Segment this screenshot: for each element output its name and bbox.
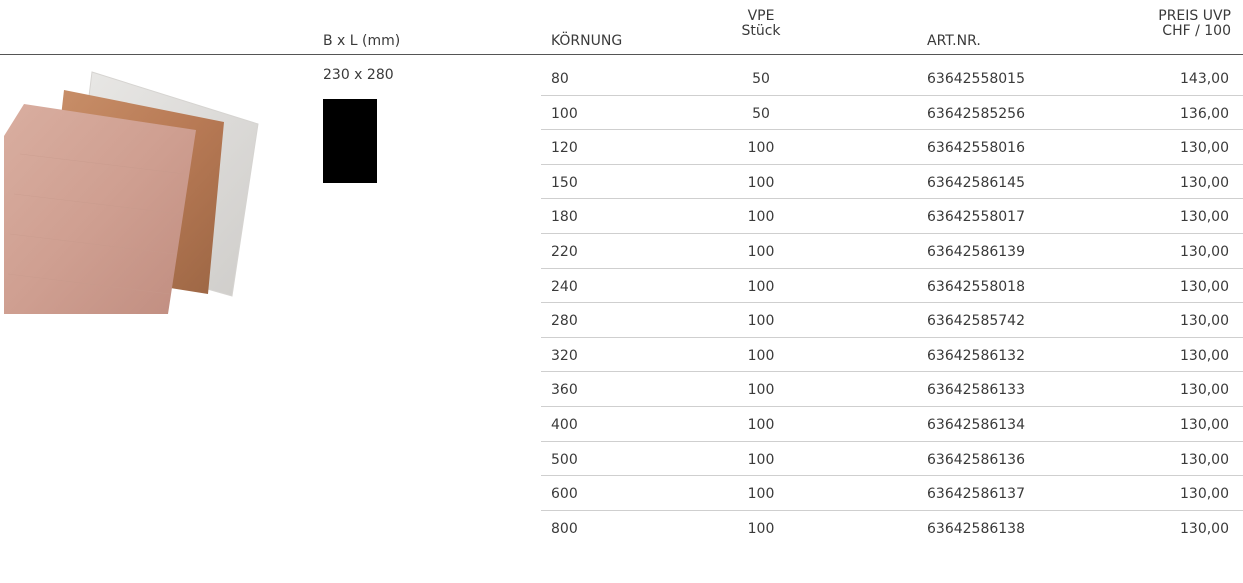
vpe-cell: 100 (747, 140, 775, 157)
price-cell: 130,00 (1180, 382, 1229, 399)
article-number-cell: 63642586145 (927, 174, 1025, 191)
vpe-cell: 50 (752, 71, 770, 87)
article-number-cell: 63642558015 (927, 71, 1025, 87)
header-divider (0, 54, 1243, 55)
vpe-cell: 100 (747, 209, 775, 226)
table-row (541, 61, 1243, 96)
article-number-cell: 63642586134 (927, 416, 1025, 433)
vpe-cell: 100 (747, 347, 775, 364)
article-number-cell: 63642586138 (927, 520, 1025, 537)
header-grit: KÖRNUNG (551, 33, 623, 49)
table-row (541, 338, 1243, 373)
vpe-cell: 100 (747, 416, 775, 433)
table-row (541, 234, 1243, 269)
price-cell: 130,00 (1180, 416, 1229, 433)
article-number-cell: 63642585742 (927, 313, 1025, 330)
grit-cell: 100 (551, 105, 578, 122)
price-cell: 130,00 (1180, 347, 1229, 364)
sanding-paper-image (0, 64, 260, 316)
article-number-cell: 63642586132 (927, 347, 1025, 364)
product-rows (541, 61, 1243, 545)
price-cell: 130,00 (1180, 313, 1229, 330)
header-vpe-line1: VPE (747, 8, 775, 24)
price-cell: 143,00 (1180, 71, 1229, 87)
vpe-cell: 100 (747, 451, 775, 468)
price-cell: 130,00 (1180, 243, 1229, 260)
header-price-line1: PREIS UVP (1158, 8, 1231, 24)
grit-cell: 150 (551, 174, 578, 191)
header-size: B x L (mm) (323, 33, 401, 49)
price-cell: 130,00 (1180, 174, 1229, 191)
table-row (541, 303, 1243, 338)
grit-cell: 280 (551, 313, 578, 330)
header-vpe (712, 9, 810, 39)
price-cell: 136,00 (1180, 105, 1229, 122)
article-number-cell: 63642586136 (927, 451, 1025, 468)
grit-cell: 320 (551, 347, 578, 364)
price-cell: 130,00 (1180, 209, 1229, 226)
table-row (541, 442, 1243, 477)
article-number-cell: 63642586133 (927, 382, 1025, 399)
table-row (541, 407, 1243, 442)
price-cell: 130,00 (1180, 520, 1229, 537)
article-number-cell: 63642558016 (927, 140, 1025, 157)
price-cell: 130,00 (1180, 278, 1229, 295)
vpe-cell: 50 (752, 105, 770, 122)
article-number-cell: 63642586137 (927, 486, 1025, 503)
vpe-cell: 100 (747, 382, 775, 399)
size-value: 230 x 280 (323, 67, 394, 83)
article-number-cell: 63642586139 (927, 243, 1025, 260)
grit-cell: 500 (551, 451, 578, 468)
header-article-number: ART.NR. (927, 33, 981, 49)
table-row (541, 269, 1243, 304)
article-number-cell: 63642558018 (927, 278, 1025, 295)
price-cell: 130,00 (1180, 486, 1229, 503)
header-price (1158, 9, 1231, 39)
grit-cell: 360 (551, 382, 578, 399)
vpe-cell: 100 (747, 313, 775, 330)
table-row (541, 165, 1243, 200)
vpe-cell: 100 (747, 174, 775, 191)
grit-cell: 120 (551, 140, 578, 157)
table-row (541, 199, 1243, 234)
vpe-cell: 100 (747, 243, 775, 260)
vpe-cell: 100 (747, 486, 775, 503)
grit-cell: 600 (551, 486, 578, 503)
table-row (541, 476, 1243, 511)
article-number-cell: 63642558017 (927, 209, 1025, 226)
vpe-cell: 100 (747, 520, 775, 537)
price-cell: 130,00 (1180, 140, 1229, 157)
header-price-line2: CHF / 100 (1162, 23, 1231, 39)
table-row (541, 511, 1243, 546)
grit-cell: 220 (551, 243, 578, 260)
grit-cell: 400 (551, 416, 578, 433)
grit-cell: 800 (551, 520, 578, 537)
article-number-cell: 63642585256 (927, 105, 1025, 122)
vpe-cell: 100 (747, 278, 775, 295)
price-cell: 130,00 (1180, 451, 1229, 468)
grit-cell: 180 (551, 209, 578, 226)
table-row (541, 96, 1243, 131)
header-vpe-line2: Stück (741, 23, 781, 39)
table-row (541, 372, 1243, 407)
table-row (541, 130, 1243, 165)
grit-cell: 240 (551, 278, 578, 295)
color-swatch (323, 99, 377, 183)
grit-cell: 80 (551, 71, 569, 87)
